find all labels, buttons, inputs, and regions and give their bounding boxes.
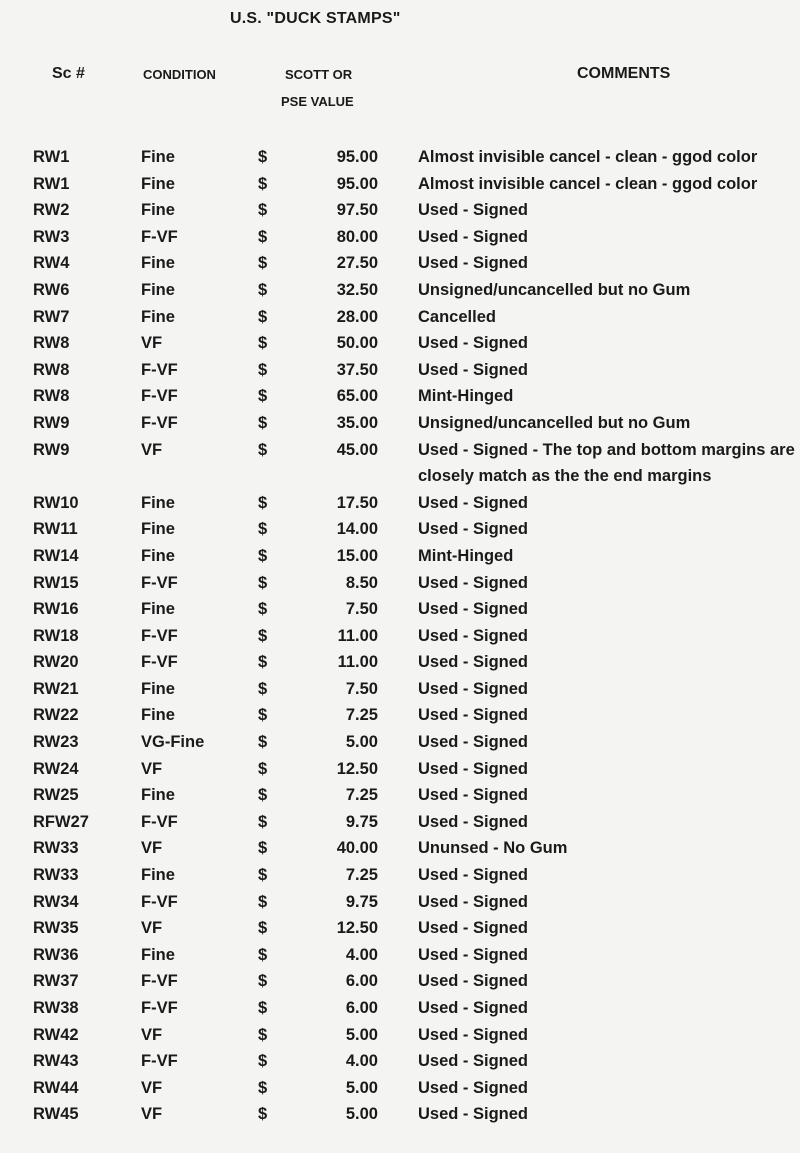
cell-sc-number: RW24: [33, 759, 79, 778]
cell-sc-number: RW44: [33, 1078, 79, 1097]
table-row: [0, 676, 800, 703]
cell-condition: Fine: [141, 706, 175, 725]
cell-currency: $: [258, 945, 268, 964]
table-row: [0, 304, 800, 331]
cell-comment: Used - Signed: [418, 626, 529, 645]
cell-sc-number: RW23: [33, 733, 79, 752]
cell-sc-number: RW36: [33, 945, 79, 964]
cell-value: 12.50: [336, 919, 378, 938]
cell-comment: Mint-Hinged: [418, 546, 514, 565]
table-row: [0, 729, 800, 756]
cell-comment: Used - Signed: [418, 520, 529, 539]
cell-currency: $: [258, 307, 268, 326]
table-row: [0, 516, 800, 543]
cell-comment: Used - Signed: [418, 600, 529, 619]
cell-sc-number: RW38: [33, 999, 79, 1017]
table-row: [0, 835, 800, 862]
table-row: [0, 862, 800, 889]
cell-sc-number: RW35: [33, 919, 79, 938]
cell-currency: $: [258, 786, 268, 805]
cell-value: 37.50: [336, 360, 378, 379]
cell-condition: Fine: [141, 786, 175, 805]
cell-value: 7.25: [345, 786, 378, 805]
cell-comment: Used - Signed: [418, 812, 529, 831]
cell-sc-number: RW9: [33, 440, 70, 459]
cell-condition: Fine: [141, 174, 175, 193]
stamp-table: [0, 144, 800, 1128]
cell-value: 5.00: [345, 1025, 378, 1044]
cell-sc-number: RW16: [33, 600, 79, 619]
cell-sc-number: RW20: [33, 653, 79, 672]
cell-value: 7.25: [345, 706, 378, 725]
cell-value: 32.50: [336, 280, 378, 299]
header-comments: COMMENTS: [577, 65, 671, 82]
table-row: [0, 889, 800, 916]
cell-sc-number: RW9: [33, 413, 70, 432]
header-pse-value: PSE VALUE: [281, 94, 354, 109]
cell-currency: $: [258, 280, 268, 299]
table-row: [0, 383, 800, 410]
cell-comment: Unsigned/uncancelled but no Gum: [418, 413, 691, 432]
table-row: [0, 756, 800, 783]
cell-currency: $: [258, 201, 268, 220]
cell-condition: Fine: [141, 201, 175, 220]
cell-sc-number: RW7: [33, 307, 70, 326]
cell-comment: Used - Signed: [418, 759, 529, 778]
cell-sc-number: RW11: [33, 520, 78, 539]
cell-value: 7.50: [345, 679, 378, 698]
table-row: [0, 277, 800, 304]
cell-condition: Fine: [141, 945, 175, 964]
cell-sc-number: RW18: [33, 626, 79, 645]
cell-condition: Fine: [141, 546, 175, 565]
cell-value: 14.00: [336, 520, 378, 539]
cell-currency: $: [258, 440, 268, 459]
header-condition: CONDITION: [143, 67, 216, 82]
cell-sc-number: RW37: [33, 972, 79, 991]
cell-comment: Used - Signed: [418, 919, 529, 938]
cell-currency: $: [258, 148, 268, 166]
cell-sc-number: RW2: [33, 201, 70, 220]
cell-value: 5.00: [345, 733, 378, 752]
cell-comment: Used - Signed: [418, 999, 529, 1017]
cell-sc-number: RW8: [33, 387, 70, 406]
cell-value: 97.50: [336, 201, 378, 220]
cell-sc-number: RW42: [33, 1025, 79, 1044]
cell-sc-number: RW6: [33, 280, 70, 299]
cell-currency: $: [258, 892, 268, 911]
cell-currency: $: [258, 972, 268, 991]
table-row: [0, 809, 800, 836]
table-row: [0, 1022, 800, 1049]
table-row: [0, 543, 800, 570]
cell-comment: Almost invisible cancel - clean - ggod color: [418, 174, 758, 193]
cell-comment: Almost invisible cancel - clean - ggod color: [418, 148, 758, 166]
cell-value: 28.00: [336, 307, 378, 326]
cell-condition: Fine: [141, 493, 175, 512]
cell-condition: Fine: [141, 148, 175, 166]
table-row: [0, 623, 800, 650]
table-row: [0, 250, 800, 277]
cell-condition: Fine: [141, 307, 175, 326]
page-title: U.S. "DUCK STAMPS": [230, 10, 401, 27]
cell-comment: Used - Signed: [418, 254, 529, 273]
cell-comment: Cancelled: [418, 307, 496, 326]
cell-condition: F-VF: [141, 360, 178, 379]
cell-sc-number: RW10: [33, 493, 79, 512]
cell-comment: Used - Signed: [418, 1078, 529, 1097]
cell-comment: Used - Signed: [418, 1105, 529, 1124]
cell-sc-number: RW25: [33, 786, 79, 805]
cell-currency: $: [258, 759, 268, 778]
table-row: [0, 410, 800, 437]
cell-condition: VF: [141, 1078, 163, 1097]
cell-value: 27.50: [336, 254, 378, 273]
cell-comment: Used - Signed: [418, 972, 529, 991]
cell-sc-number: RW43: [33, 1052, 79, 1071]
cell-value: 65.00: [336, 387, 378, 406]
cell-sc-number: RW14: [33, 546, 79, 565]
cell-sc-number: RW33: [33, 866, 79, 885]
table-row: [0, 144, 800, 171]
table-row: [0, 490, 800, 517]
cell-value: 6.00: [345, 999, 378, 1017]
cell-value: 6.00: [345, 972, 378, 991]
cell-currency: $: [258, 1025, 268, 1044]
cell-currency: $: [258, 174, 268, 193]
cell-currency: $: [258, 387, 268, 406]
cell-comment: Used - Signed: [418, 706, 529, 725]
cell-comment: Used - Signed: [418, 866, 529, 885]
cell-currency: $: [258, 573, 268, 592]
cell-currency: $: [258, 733, 268, 752]
cell-condition: F-VF: [141, 653, 178, 672]
cell-comment: Used - Signed: [418, 360, 529, 379]
cell-condition: F-VF: [141, 227, 178, 246]
cell-sc-number: RW1: [33, 174, 70, 193]
cell-comment: Ununsed - No Gum: [418, 839, 568, 858]
cell-value: 15.00: [336, 546, 378, 565]
cell-condition: F-VF: [141, 972, 178, 991]
table-row: [0, 171, 800, 198]
cell-condition: F-VF: [141, 387, 178, 406]
cell-value: 50.00: [336, 334, 378, 353]
cell-currency: $: [258, 679, 268, 698]
cell-currency: $: [258, 360, 268, 379]
cell-value: 17.50: [336, 493, 378, 512]
table-row: [0, 1048, 800, 1075]
cell-currency: $: [258, 600, 268, 619]
cell-condition: VF: [141, 1105, 163, 1124]
cell-currency: $: [258, 254, 268, 273]
cell-comment: Used - Signed: [418, 945, 529, 964]
cell-condition: F-VF: [141, 999, 178, 1017]
cell-sc-number: RW8: [33, 334, 70, 353]
cell-currency: $: [258, 706, 268, 725]
table-row: [0, 596, 800, 623]
cell-currency: $: [258, 1105, 268, 1124]
header-sc-number: Sc #: [52, 65, 85, 82]
cell-value: 9.75: [345, 892, 378, 911]
cell-condition: Fine: [141, 280, 175, 299]
cell-condition: F-VF: [141, 573, 178, 592]
cell-condition: VF: [141, 1025, 163, 1044]
cell-comment: Used - Signed: [418, 493, 529, 512]
table-row: [0, 649, 800, 676]
cell-condition: Fine: [141, 679, 175, 698]
table-row: [0, 942, 800, 969]
cell-currency: $: [258, 227, 268, 246]
cell-condition: VF: [141, 334, 163, 353]
cell-value: 5.00: [345, 1078, 378, 1097]
cell-currency: $: [258, 334, 268, 353]
cell-comment: Used - Signed - The top and bottom margins are closely match as the the end margins: [418, 440, 795, 486]
cell-sc-number: RW22: [33, 706, 79, 725]
cell-currency: $: [258, 866, 268, 885]
cell-value: 4.00: [345, 945, 378, 964]
cell-condition: F-VF: [141, 892, 178, 911]
cell-currency: $: [258, 546, 268, 565]
table-row: [0, 357, 800, 384]
cell-value: 4.00: [345, 1052, 378, 1071]
cell-sc-number: RW33: [33, 839, 79, 858]
cell-sc-number: RW15: [33, 573, 79, 592]
cell-comment: Used - Signed: [418, 227, 529, 246]
table-row: [0, 1075, 800, 1102]
table-row: [0, 782, 800, 809]
cell-comment: Used - Signed: [418, 892, 529, 911]
cell-value: 95.00: [336, 174, 378, 193]
cell-condition: Fine: [141, 254, 175, 273]
cell-comment: Used - Signed: [418, 653, 529, 672]
cell-currency: $: [258, 999, 268, 1017]
table-row: [0, 915, 800, 942]
cell-condition: F-VF: [141, 1052, 178, 1071]
cell-sc-number: RW45: [33, 1105, 79, 1124]
cell-condition: Fine: [141, 600, 175, 619]
cell-comment: Used - Signed: [418, 201, 529, 220]
cell-comment: Used - Signed: [418, 733, 529, 752]
cell-condition: Fine: [141, 866, 175, 885]
table-row: [0, 437, 800, 490]
cell-condition: VF: [141, 759, 163, 778]
cell-comment: Used - Signed: [418, 573, 529, 592]
table-row: [0, 995, 800, 1022]
cell-value: 8.50: [345, 573, 378, 592]
cell-comment: Used - Signed: [418, 334, 529, 353]
cell-value: 95.00: [336, 148, 378, 166]
cell-currency: $: [258, 493, 268, 512]
cell-sc-number: RW8: [33, 360, 70, 379]
cell-sc-number: RW4: [33, 254, 70, 273]
cell-value: 40.00: [336, 839, 378, 858]
cell-currency: $: [258, 1078, 268, 1097]
cell-condition: Fine: [141, 520, 175, 539]
cell-comment: Unsigned/uncancelled but no Gum: [418, 280, 691, 299]
cell-condition: VF: [141, 839, 163, 858]
cell-condition: VG-Fine: [141, 733, 205, 752]
table-row: [0, 1101, 800, 1128]
cell-condition: VF: [141, 919, 163, 938]
cell-sc-number: RW1: [33, 148, 70, 166]
cell-value: 9.75: [345, 812, 378, 831]
cell-value: 45.00: [336, 440, 378, 459]
cell-comment: Mint-Hinged: [418, 387, 514, 406]
cell-comment: Used - Signed: [418, 679, 529, 698]
cell-condition: F-VF: [141, 413, 178, 432]
cell-comment: Used - Signed: [418, 1025, 529, 1044]
cell-condition: F-VF: [141, 626, 178, 645]
cell-condition: VF: [141, 440, 163, 459]
cell-condition: F-VF: [141, 812, 178, 831]
cell-comment: Used - Signed: [418, 1052, 529, 1071]
cell-sc-number: RFW27: [33, 812, 89, 831]
header-scott-or: SCOTT OR: [285, 67, 353, 82]
cell-currency: $: [258, 520, 268, 539]
cell-currency: $: [258, 626, 268, 645]
cell-sc-number: RW34: [33, 892, 79, 911]
cell-comment: Used - Signed: [418, 786, 529, 805]
cell-value: 12.50: [336, 759, 378, 778]
table-row: [0, 570, 800, 597]
cell-sc-number: RW3: [33, 227, 70, 246]
table-row: [0, 702, 800, 729]
cell-value: 5.00: [345, 1105, 378, 1124]
cell-value: 7.50: [345, 600, 378, 619]
cell-currency: $: [258, 413, 268, 432]
cell-currency: $: [258, 812, 268, 831]
cell-value: 11.00: [337, 626, 378, 645]
table-row: [0, 224, 800, 251]
table-row: [0, 330, 800, 357]
cell-value: 80.00: [336, 227, 378, 246]
cell-currency: $: [258, 653, 268, 672]
cell-sc-number: RW21: [33, 679, 79, 698]
cell-value: 35.00: [336, 413, 378, 432]
cell-currency: $: [258, 1052, 268, 1071]
cell-currency: $: [258, 839, 268, 858]
cell-value: 11.00: [337, 653, 378, 672]
cell-value: 7.25: [345, 866, 378, 885]
cell-currency: $: [258, 919, 268, 938]
table-row: [0, 968, 800, 995]
table-row: [0, 197, 800, 224]
